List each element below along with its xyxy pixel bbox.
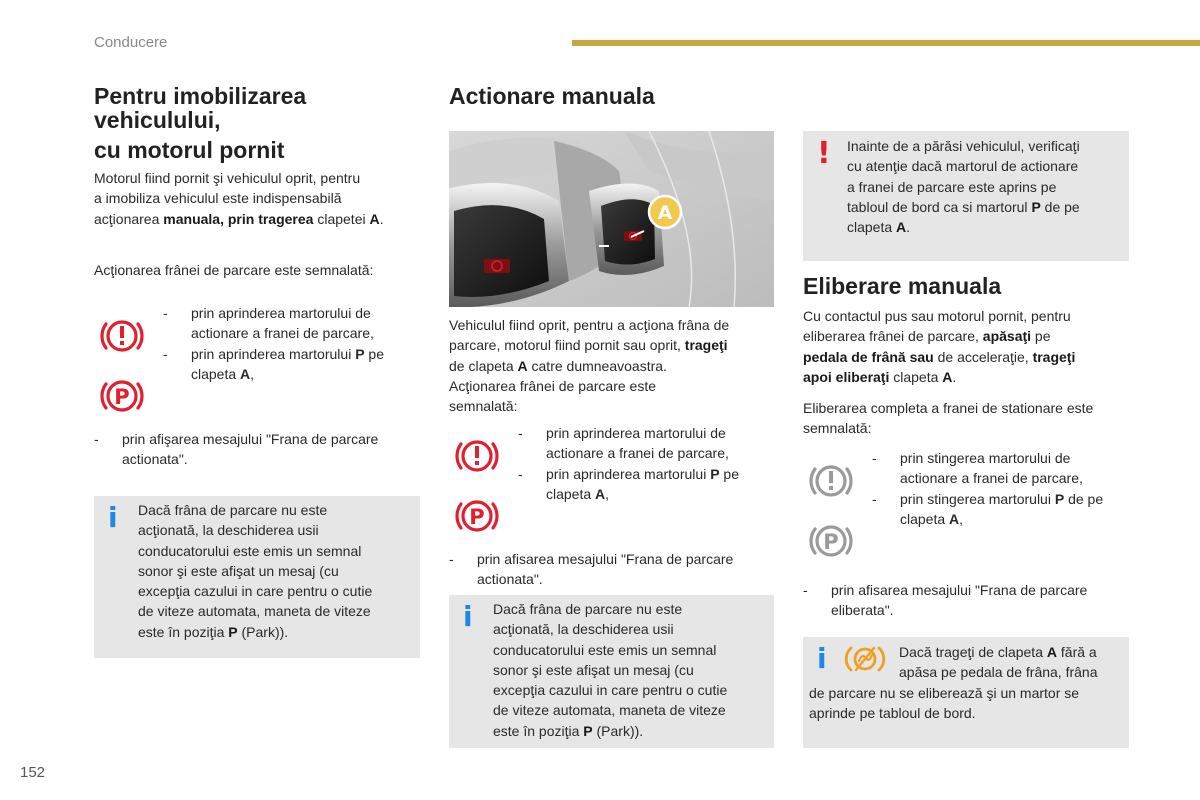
right-bullet-2: - prin stingerea martorului P de pe clapeta A, <box>872 491 1104 528</box>
right-warning-text: Inainte de a părăsi vehiculul, verificaţi cu atenţie dacă martorul de actionare a franei de parcare este aprins pe tabloul de bord ca si martorul P de pe clapeta A. <box>847 138 1080 236</box>
right-bullet-3: - prin afisarea mesajului "Frana de parcare eliberata". <box>803 582 1088 619</box>
left-title <box>94 84 414 162</box>
right-info-text-top: Dacă trageţi de clapeta A fără a apăsa pe pedala de frâna, frâna <box>899 644 1098 681</box>
left-signal-text: Acţionarea frânei de parcare este semnalată: <box>94 262 374 278</box>
right-title: Eliberare manuala <box>803 273 1002 299</box>
section-label: Conducere <box>94 34 168 51</box>
warning-icon: ! <box>817 136 831 171</box>
info-icon: i <box>108 501 118 534</box>
right-paragraph-2: Eliberarea completa a franei de stationare este semnalată: <box>803 400 1094 437</box>
left-bullet-2: - prin aprinderea martorului P pe clapeta A, <box>163 346 385 383</box>
right-paragraph-1: Cu contactul pus sau motorul pornit, pentru eliberarea frânei de parcare, apăsaţi pe pedala de frână sau de acceleraţie, trageţi apoi eliberaţi clapeta A. <box>803 308 1076 385</box>
middle-bullet-2: - prin aprinderea martorului P pe clapeta A, <box>518 466 740 503</box>
parking-p-off-icon <box>806 519 856 563</box>
header-accent-bar <box>572 40 1200 46</box>
left-title-line2: vehiculului, <box>94 107 221 133</box>
left-bullet-3: - prin afişarea mesajului "Frana de parcare actionata". <box>94 431 379 468</box>
middle-bullet-3: - prin afisarea mesajului "Frana de parcare actionata". <box>449 551 734 588</box>
brake-warning-icon <box>452 434 502 478</box>
photo-callout-label: A <box>657 202 673 224</box>
parking-p-icon <box>452 494 502 538</box>
brake-off-icon <box>806 459 856 503</box>
right-info-text-bottom: de parcare nu se eliberează şi un martor se aprinde pe tabloul de bord. <box>809 685 1080 722</box>
left-info-text: Dacă frâna de parcare nu este acţionată, la deschiderea usii conducatorului este emis un semnal sonor şi este afişat un mesaj (cu excepţia cazului in care pentru o cutie de viteze automata, maneta de viteze este în poziţia P (Park)). <box>138 502 373 640</box>
info-icon: i <box>817 642 827 675</box>
left-title-line3: cu motorul pornit <box>94 137 285 163</box>
left-intro-line: acţionarea manuala, prin tragerea clapetei A. <box>94 210 384 227</box>
svg-text:P: P <box>114 385 130 409</box>
right-bullet-1: - prin stingerea martorului de actionare a franei de parcare, <box>872 450 1083 487</box>
left-title-line1: Pentru imobilizarea <box>94 83 307 109</box>
left-intro-line: a imobiliza vehiculul este indispensabilă <box>94 190 342 207</box>
right-warning-box <box>803 131 1129 261</box>
middle-paragraph: Vehiculul fiind oprit, pentru a acţiona frâna de parcare, motorul fiind pornit sau oprit, trageţi de clapeta A catre dumneavoastra. Acţionarea frânei de parcare este semnalată: <box>449 317 730 415</box>
left-intro-line: Motorul fiind pornit şi vehiculul oprit, pentru <box>94 170 361 186</box>
parking-brake-photo <box>449 131 774 307</box>
svg-text:P: P <box>469 505 485 529</box>
left-intro <box>94 168 424 229</box>
middle-info-text: Dacă frâna de parcare nu este acţionată, la deschiderea usii conducatorului este emis un semnal sonor şi este afişat un mesaj (cu excepţia cazului in care pentru o cutie de viteze automata, maneta de viteze este în poziţia P (Park)). <box>493 601 728 739</box>
page-number: 152 <box>20 764 46 781</box>
left-bullet-1: - prin aprinderea martorului de actionare a franei de parcare, <box>163 305 374 342</box>
middle-info-box <box>449 595 774 748</box>
brake-release-alert-icon <box>841 641 889 677</box>
info-icon: i <box>463 600 473 633</box>
brake-warning-icon <box>97 314 147 358</box>
left-info-box <box>94 496 420 658</box>
parking-p-icon <box>97 374 147 418</box>
svg-text:P: P <box>823 530 839 554</box>
middle-title: Actionare manuala <box>449 83 655 109</box>
right-info-box <box>803 637 1129 748</box>
middle-bullet-1: - prin aprinderea martorului de actionare a franei de parcare, <box>518 425 729 462</box>
